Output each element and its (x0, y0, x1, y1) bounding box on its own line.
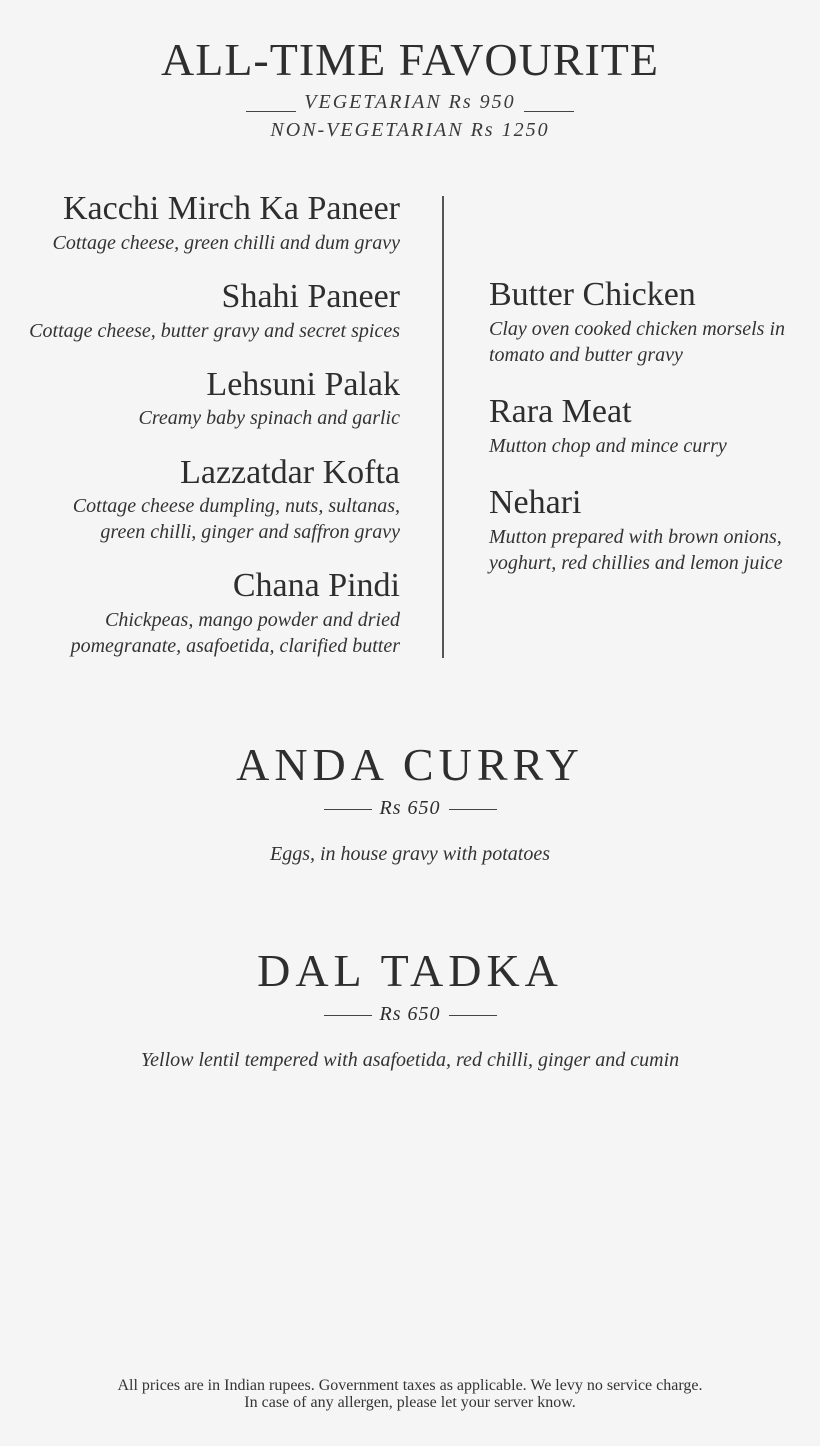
item-desc: Cottage cheese dumpling, nuts, sultanas, (72, 495, 400, 517)
item-desc: Cottage cheese, butter gravy and secret spices (29, 320, 400, 342)
dal-title: DAL TADKA (257, 945, 563, 996)
footer-allergen: In case of any allergen, please let your server know. (244, 1394, 576, 1411)
item-name: Chana Pindi (232, 567, 400, 604)
divider-rule (324, 809, 372, 810)
item-name: Lazzatdar Kofta (180, 454, 400, 491)
item-desc: yoghurt, red chillies and lemon juice (489, 552, 783, 574)
dal-price-line (0, 1001, 820, 1027)
item-desc: green chilli, ginger and saffron gravy (100, 521, 400, 543)
divider-rule (246, 111, 296, 112)
item-name: Lehsuni Palak (206, 366, 400, 403)
divider-rule (449, 1015, 497, 1016)
divider-rule (524, 111, 574, 112)
anda-price-line (0, 795, 820, 821)
dal-price: Rs 650 (379, 1003, 441, 1025)
item-name: Nehari (489, 484, 582, 521)
dal-desc: Yellow lentil tempered with asafoetida, red chilli, ginger and cumin (140, 1049, 680, 1071)
anda-price: Rs 650 (379, 797, 441, 819)
item-name: Butter Chicken (489, 276, 696, 313)
item-desc: Cottage cheese, green chilli and dum gravy (52, 232, 400, 254)
item-desc: Clay oven cooked chicken morsels in (489, 318, 786, 340)
anda-title: ANDA CURRY (236, 739, 584, 790)
footer-note: All prices are in Indian rupees. Government taxes as applicable. We levy no service charge. (117, 1377, 703, 1394)
anda-desc: Eggs, in house gravy with potatoes (270, 843, 550, 865)
item-desc: tomato and butter gravy (489, 344, 683, 366)
nonveg-price: NON-VEGETARIAN Rs 1250 (270, 119, 550, 141)
veg-price: VEGETARIAN Rs 950 (304, 91, 516, 113)
item-desc: Chickpeas, mango powder and dried (105, 609, 400, 631)
section-title: ALL-TIME FAVOURITE (161, 34, 659, 85)
item-desc: pomegranate, asafoetida, clarified butter (70, 635, 400, 657)
veg-price-line (0, 89, 820, 115)
item-desc: Creamy baby spinach and garlic (138, 407, 400, 429)
item-name: Kacchi Mirch Ka Paneer (62, 190, 400, 227)
item-desc: Mutton prepared with brown onions, (489, 526, 782, 548)
item-desc: Mutton chop and mince curry (489, 435, 727, 457)
divider-rule (324, 1015, 372, 1016)
divider-rule (449, 809, 497, 810)
item-name: Shahi Paneer (221, 278, 400, 315)
item-name: Rara Meat (489, 393, 632, 430)
column-divider (442, 196, 444, 658)
